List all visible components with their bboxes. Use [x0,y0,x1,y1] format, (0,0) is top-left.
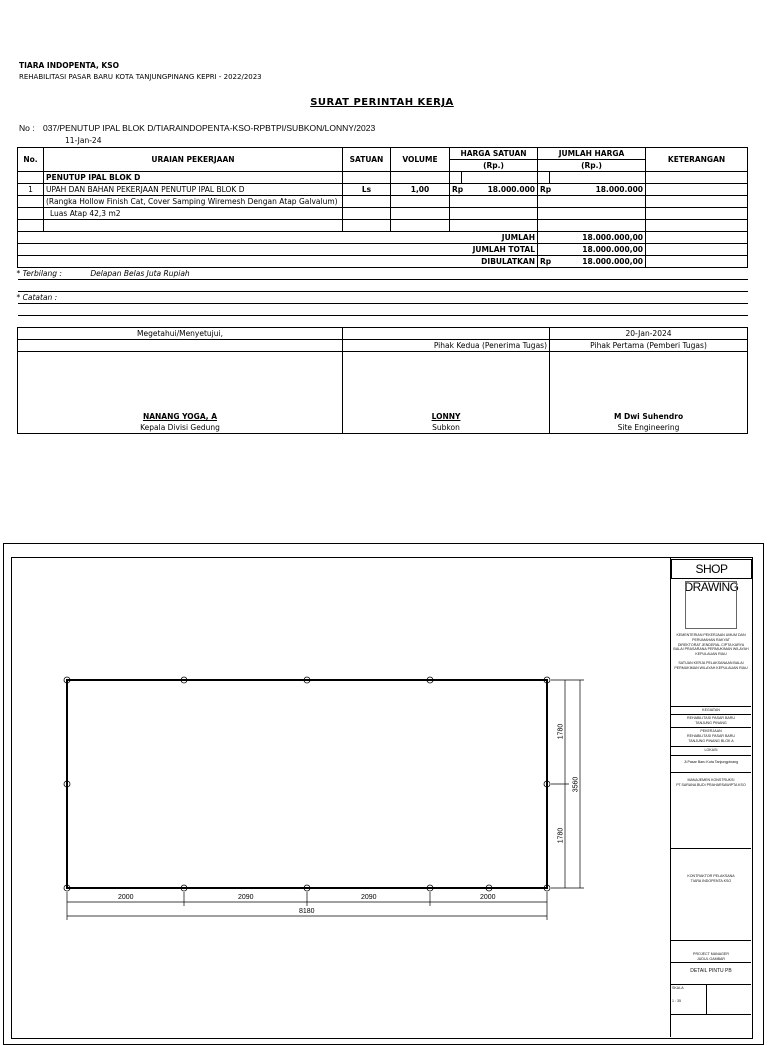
total-label: JUMLAH TOTAL [18,244,538,256]
terbilang-value: Delapan Belas Juta Rupiah [90,269,190,278]
document-number-label: No : [19,123,35,133]
total-value: 18.000.000,00 [538,244,646,256]
tb-line: TANJUNG PINANG [695,720,727,725]
tb-line: DETAIL PINTU PB [690,968,732,974]
tb-line: MANAJEMEN KONSTRUKSI [687,778,735,782]
first-party-label: Pihak Pertama (Pemberi Tugas) [550,340,748,352]
row-jumlah-value: 18.000.000 [550,184,646,196]
company-name: TIARA INDOPENTA, KSO [19,61,119,70]
tb-line: Jl.Pasar Baru Kota Tanjungpinang [683,760,739,764]
signer-name-1: NANANG YOGA, A [142,412,218,421]
dimension-label: 2000 [480,894,496,901]
title-block-heading: SHOP DRAWING [671,559,752,579]
jumlah-value: 18.000.000,00 [538,232,646,244]
tb-line: KEPULAUAN RIAU [695,652,727,657]
row-harga-value: 18.000.000 [462,184,538,196]
signer-role-2: Subkon [343,422,550,434]
rounded-value: 18.000.000,00 [550,256,646,268]
col-volume-header: VOLUME [391,148,450,172]
row-harga-currency: Rp [450,184,462,196]
tb-line: PERMUKIMAN WILAYAH KEPULAUAN RIAU [674,665,748,670]
signer-name-2: LONNY [431,412,461,421]
section-label: PENUTUP IPAL BLOK D [44,172,343,184]
document-title: SURAT PERINTAH KERJA [310,97,454,108]
tb-line: TANJUNG PINANG BLOK A [688,738,734,743]
col-jumlah-unit: (Rp.) [538,160,646,172]
tb-line: KONTRAKTOR PELAKSANA [687,874,735,878]
row-note: (Rangka Hollow Finish Cat, Cover Samping Wiremesh Dengan Atap Galvalum) [44,196,343,208]
col-uraian-header: URAIAN PEKERJAAN [44,148,343,172]
tb-line: BALAI PRASARANA PERMUKIMAN WILAYAH [673,647,749,652]
row-description: UPAH DAN BAHAN PEKERJAAN PENUTUP IPAL BLOK D [44,184,343,196]
tb-line: JUDUL GAMBAR [696,956,726,961]
floor-plan-outline [67,680,547,888]
signer-name-3: M Dwi Suhendro [613,412,684,421]
tb-line: PROJECT MANAGER [693,952,729,956]
col-jumlah-header: JUMLAH HARGA [538,148,646,160]
tb-line: LOKASI [704,748,718,752]
tb-line: PERUMAHAN RAKYAT [692,637,730,642]
signer-role-1: Kepala Divisi Gedung [18,422,343,434]
row-satuan: Ls [343,184,391,196]
col-no-header: No. [18,148,44,172]
rounded-label: DIBULATKAN [18,256,538,268]
dimension-label: 1780 [557,723,565,740]
document-date: 11-Jan-24 [65,136,102,145]
row-jumlah-currency: Rp [538,184,550,196]
signer-role-3: Site Engineering [550,422,748,434]
tb-line: PT.SARANA BUDI PRAHARSAWIPTA KSO [676,782,746,787]
tb-line: REHABILITASI PASAR BARU [687,733,735,738]
tb-line: REHABILITASI PASAR BARU [687,716,735,720]
second-party-label: Pihak Kedua (Penerima Tugas) [343,340,550,352]
project-name: REHABILITASI PASAR BARU KOTA TANJUNGPINANG KEPRI - 2022/2023 [19,73,262,81]
dimension-label: 2090 [238,894,254,901]
dimension-label: 2000 [118,894,134,901]
col-harga-unit: (Rp.) [450,160,538,172]
jumlah-label: JUMLAH [18,232,538,244]
row-number: 1 [18,184,44,196]
tb-line: SATUAN KERJA PELAKSANAAN BALAI [678,660,744,665]
document-number-value: 037/PENUTUP IPAL BLOK D/TIARAINDOPENTA-KSO-RPBTPI/SUBKON/LONNY/2023 [42,123,376,133]
dimension-total-label: 8180 [299,908,315,915]
row-note: Luas Atap 42,3 m2 [44,208,343,220]
row-volume: 1,00 [391,184,450,196]
approval-label: Megetahui/Menyetujui, [18,328,343,340]
tb-line: KEGIATAN [702,708,720,712]
dimension-label: 2090 [361,894,377,901]
tb-line: 1 : 35 [672,998,681,1003]
dimension-total-label: 3560 [572,776,580,793]
col-keterangan-header: KETERANGAN [646,148,748,172]
tb-line: PEKERJAAN [700,729,722,733]
tb-line: SKALA [672,986,684,990]
catatan-label: * Catatan : [16,293,58,302]
rounded-currency: Rp [538,256,550,268]
tb-line: KEMENTERIAN PEKERJAAN UMUM DAN [676,633,746,637]
sign-date: 20-Jan-2024 [550,328,748,340]
dimension-label: 1780 [557,827,565,844]
col-satuan-header: SATUAN [343,148,391,172]
terbilang-label: * Terbilang : [16,269,62,278]
col-harga-header: HARGA SATUAN [450,148,538,160]
tb-line: TIARA INDOPENTA KSO [690,878,732,883]
tb-line: DIREKTORAT JENDERAL CIPTA KARYA [677,642,745,647]
